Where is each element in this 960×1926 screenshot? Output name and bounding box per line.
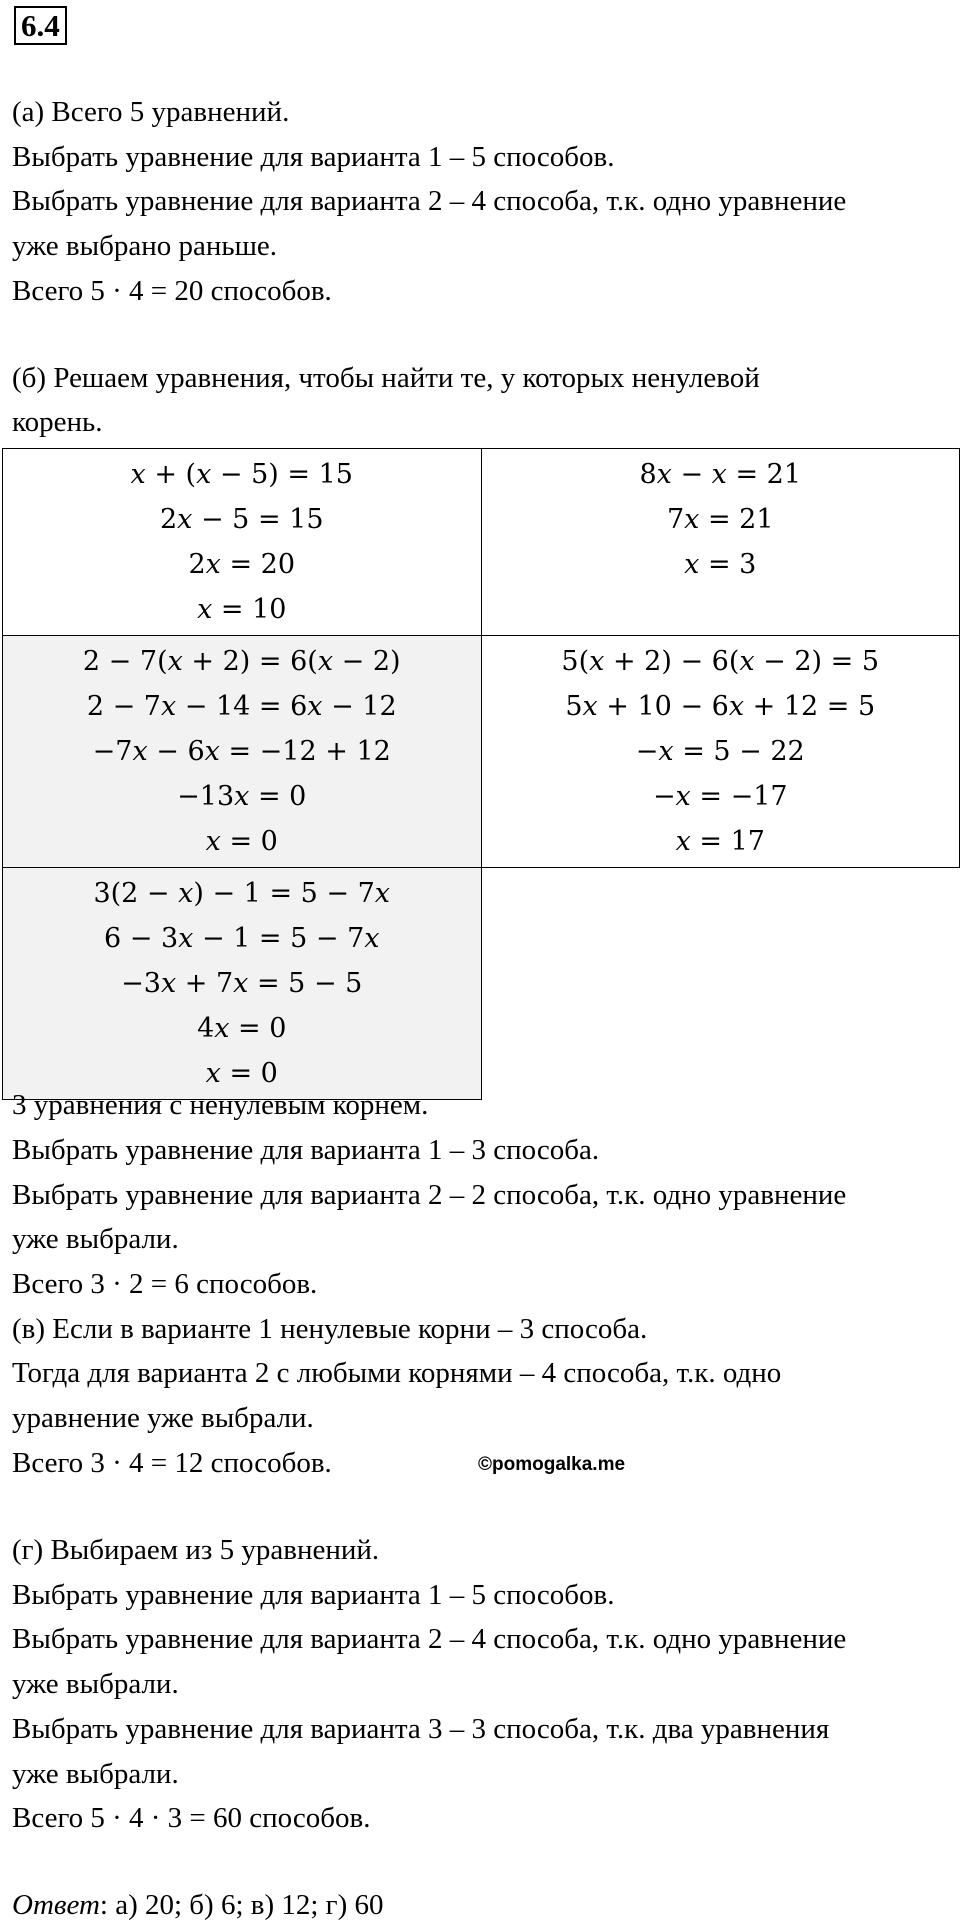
equation-cell xyxy=(3,449,482,636)
part-b-conclusion-line-3: Выбрать уравнение для варианта 2 – 2 способа, т.к. одно уравнение xyxy=(12,1179,847,1211)
equation-line: 𝑥 = 10 xyxy=(197,594,287,625)
equation-line: −𝑥 = −17 xyxy=(652,781,788,812)
equation-line: −3𝑥 + 7𝑥 = 5 − 5 xyxy=(121,968,363,999)
part-a-line-1: (а) Всего 5 уравнений. xyxy=(12,96,290,128)
problem-number: 6.4 xyxy=(14,6,67,45)
part-b-conclusion-line-2: Выбрать уравнение для варианта 1 – 3 способа. xyxy=(12,1134,600,1166)
part-g-line-5: Выбрать уравнение для варианта 3 – 3 способа, т.к. два уравнения xyxy=(12,1713,830,1745)
equation-line: 𝑥 = 0 xyxy=(205,1058,278,1089)
watermark: ©pomogalka.me xyxy=(478,1454,626,1475)
equation-cell-shaded xyxy=(3,636,482,868)
equation-line: −𝑥 = 5 − 22 xyxy=(635,736,805,767)
part-b-conclusion-line-5: Всего 3 · 2 = 6 способов. xyxy=(12,1268,318,1300)
equation-line: 5(𝑥 + 2) − 6(𝑥 − 2) = 5 xyxy=(561,646,880,677)
answer-label: Ответ xyxy=(12,1889,100,1921)
empty-cell xyxy=(481,868,960,1100)
equation-cell-shaded xyxy=(3,868,482,1100)
equation-line: 3(2 − 𝑥) − 1 = 5 − 7𝑥 xyxy=(93,878,391,909)
part-b-intro-line-2: корень. xyxy=(12,406,103,438)
equation-line: 2𝑥 = 20 xyxy=(188,549,296,580)
part-g-line-6: уже выбрали. xyxy=(12,1758,179,1790)
part-v-line-3: уравнение уже выбрали. xyxy=(12,1402,314,1434)
equation-line: 2𝑥 − 5 = 15 xyxy=(159,504,324,535)
equation-cell xyxy=(481,449,960,636)
equation-line: 2 − 7𝑥 − 14 = 6𝑥 − 12 xyxy=(86,691,397,722)
part-b-conclusion-line-4: уже выбрали. xyxy=(12,1223,179,1255)
equation-line: 𝑥 = 3 xyxy=(684,549,757,580)
equation-line: 8𝑥 − 𝑥 = 21 xyxy=(639,459,802,490)
equation-line: 7𝑥 = 21 xyxy=(666,504,774,535)
part-g-line-2: Выбрать уравнение для варианта 1 – 5 способов. xyxy=(12,1579,615,1611)
equation-line: 𝑥 = 17 xyxy=(675,826,765,857)
part-a-line-4: уже выбрано раньше. xyxy=(12,230,278,262)
part-g-line-1: (г) Выбираем из 5 уравнений. xyxy=(12,1534,380,1566)
equation-cell xyxy=(481,636,960,868)
equation-line: 6 − 3𝑥 − 1 = 5 − 7𝑥 xyxy=(104,923,380,954)
part-a-line-3: Выбрать уравнение для варианта 2 – 4 способа, т.к. одно уравнение xyxy=(12,185,847,217)
equation-line: 4𝑥 = 0 xyxy=(197,1013,287,1044)
equation-line: 5𝑥 + 10 − 6𝑥 + 12 = 5 xyxy=(565,691,876,722)
table-row xyxy=(3,868,960,1100)
answer-line xyxy=(12,1888,383,1922)
equations-table xyxy=(2,448,960,1100)
part-b-conclusion-line-1: 3 уравнения с ненулевым корнем. xyxy=(12,1089,429,1121)
part-v-line-1: (в) Если в варианте 1 ненулевые корни – 3 способа. xyxy=(12,1313,648,1345)
table-row xyxy=(3,449,960,636)
part-g-line-4: уже выбрали. xyxy=(12,1668,179,1700)
part-b-intro-line-1: (б) Решаем уравнения, чтобы найти те, у которых ненулевой xyxy=(12,362,760,394)
equation-line: 𝑥 = 0 xyxy=(205,826,278,857)
equation-line: 2 − 7(𝑥 + 2) = 6(𝑥 − 2) xyxy=(82,646,401,677)
answer-text: : а) 20; б) 6; в) 12; г) 60 xyxy=(99,1889,384,1921)
part-v-line-2: Тогда для варианта 2 с любыми корнями – 4 способа, т.к. одно xyxy=(12,1357,782,1389)
equation-line: −7𝑥 − 6𝑥 = −12 + 12 xyxy=(92,736,391,767)
part-a-line-2: Выбрать уравнение для варианта 1 – 5 способов. xyxy=(12,141,615,173)
equation-line: 𝑥 + (𝑥 − 5) = 15 xyxy=(130,459,353,490)
part-v-line-4: Всего 3 · 4 = 12 способов. xyxy=(12,1447,332,1479)
part-g-line-7: Всего 5 · 4 · 3 = 60 способов. xyxy=(12,1802,371,1834)
equation-line: −13𝑥 = 0 xyxy=(177,781,307,812)
part-g-line-3: Выбрать уравнение для варианта 2 – 4 способа, т.к. одно уравнение xyxy=(12,1623,847,1655)
table-row xyxy=(3,636,960,868)
part-a-line-5: Всего 5 · 4 = 20 способов. xyxy=(12,275,332,307)
